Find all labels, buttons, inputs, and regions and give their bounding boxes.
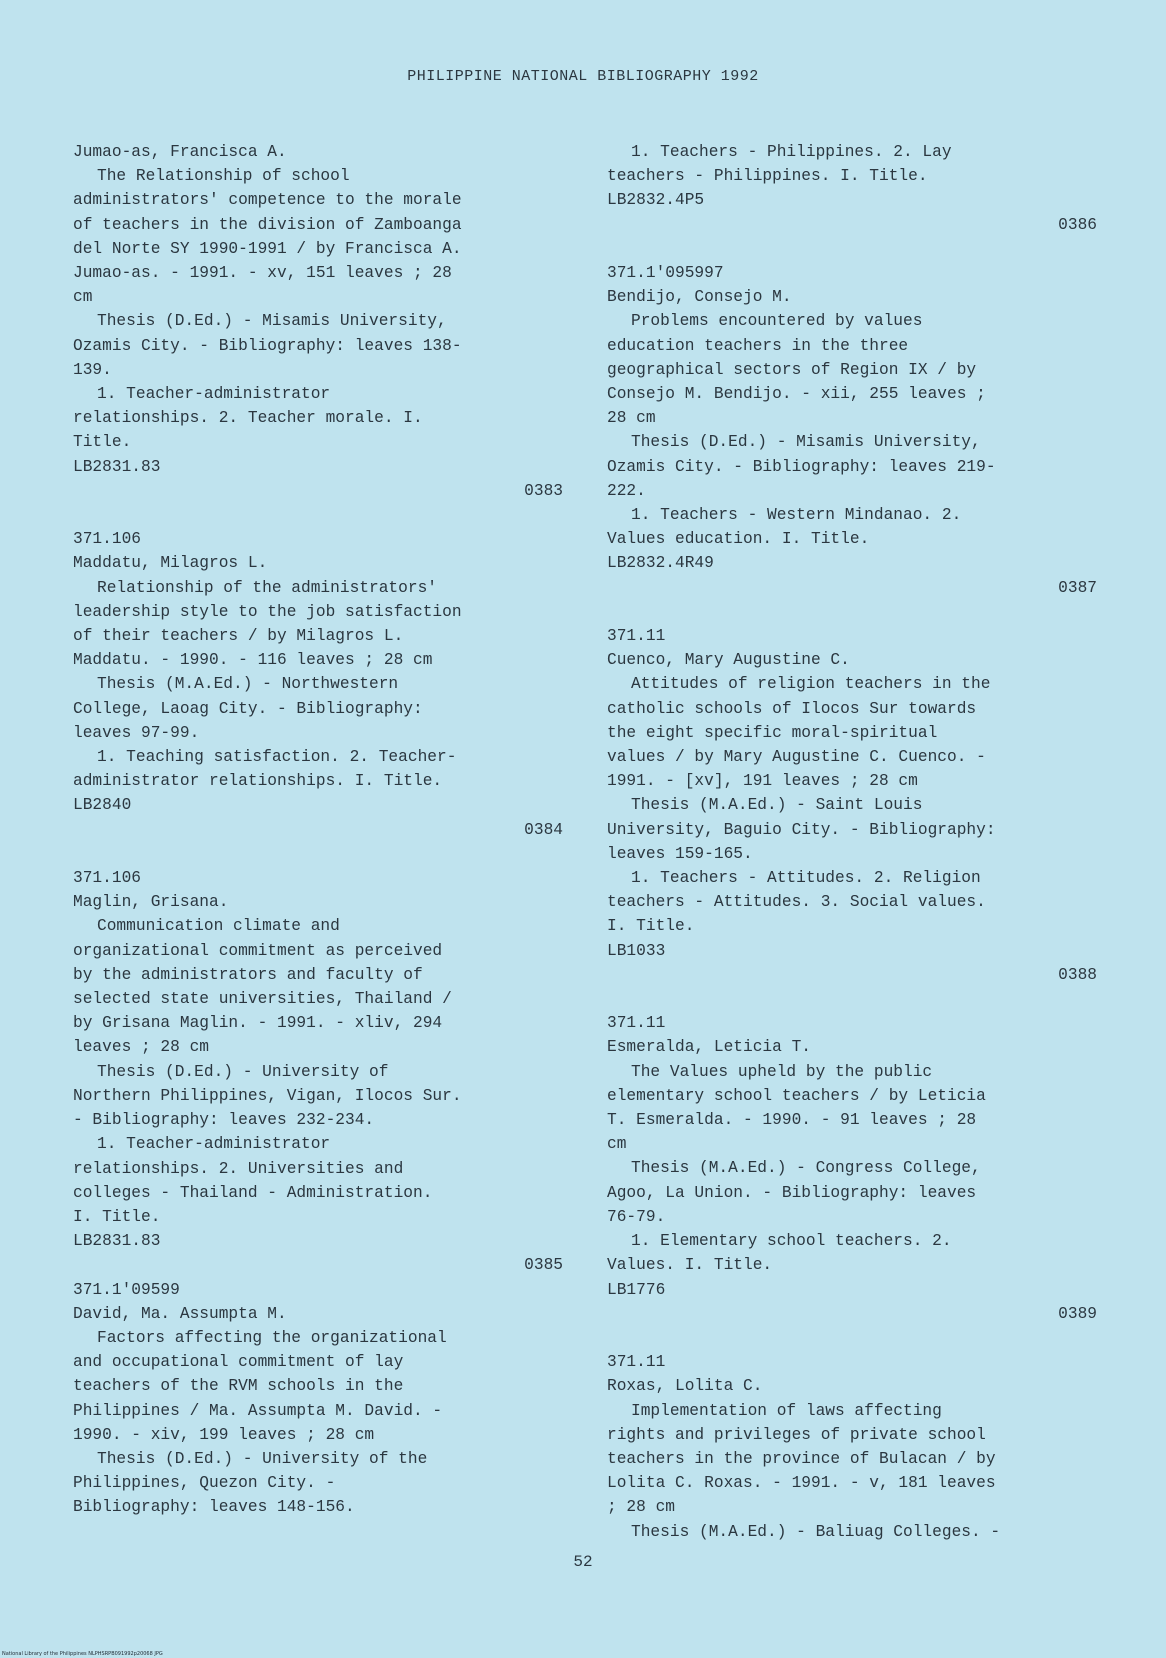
left-column (73, 140, 563, 1520)
entry-thesis-line: Thesis (D.Ed.) - Misamis University, (97, 312, 447, 331)
entry-title-line: leaves ; 28 cm (73, 1038, 209, 1057)
entry-author: Roxas, Lolita C. (607, 1377, 763, 1396)
entry-author: David, Ma. Assumpta M. (73, 1304, 287, 1323)
entry-call-number: LB2831.83 (73, 1232, 161, 1251)
entry-0386-end (607, 140, 1097, 261)
entry-title-line: cm (73, 288, 93, 307)
entry-subject-line: Title. (73, 433, 132, 452)
entry-number: 0383 (524, 481, 563, 500)
entry-subject-line: 1. Teachers - Western Mindanao. 2. (631, 506, 962, 525)
entry-thesis-line: leaves 159-165. (607, 844, 753, 863)
entry-0385 (73, 866, 563, 1277)
entry-title-line: Attitudes of religion teachers in the (631, 675, 991, 694)
entry-thesis-line: Northern Philippines, Vigan, Ilocos Sur. (73, 1086, 462, 1105)
entry-subject-line: I. Title. (73, 1207, 161, 1226)
entry-call-number: LB1033 (607, 941, 666, 960)
entry-0388 (607, 624, 1097, 1011)
entry-thesis-line: Thesis (D.Ed.) - Misamis University, (631, 433, 981, 452)
entry-title-line: Jumao-as. - 1991. - xv, 151 leaves ; 28 (73, 264, 452, 283)
entry-thesis-line: College, Laoag City. - Bibliography: (73, 699, 423, 718)
entry-author: Jumao-as, Francisca A. (73, 143, 287, 161)
entry-subject-line: 1. Teaching satisfaction. 2. Teacher- (97, 748, 457, 767)
entry-thesis-line: Thesis (M.A.Ed.) - Baliuag Colleges. - (631, 1522, 1001, 1541)
scan-footer-note: National Library of the Philippines NLPHSRPB091992p20068 JPG (2, 1651, 163, 1657)
entry-title-line: T. Esmeralda. - 1990. - 91 leaves ; 28 (607, 1111, 977, 1130)
entry-0387 (607, 261, 1097, 624)
entry-thesis-line: Ozamis City. - Bibliography: leaves 219- (607, 457, 996, 476)
entry-thesis-line: Thesis (M.A.Ed.) - Congress College, (631, 1159, 981, 1178)
entry-title-line: 28 cm (607, 409, 656, 428)
entry-title-line: teachers in the province of Bulacan / by (607, 1449, 996, 1468)
entry-title-line: The Relationship of school (97, 167, 350, 186)
entry-subject-line: Values education. I. Title. (607, 530, 870, 549)
entry-class-number: 371.106 (73, 869, 141, 888)
entry-title-line: selected state universities, Thailand / (73, 990, 452, 1009)
entry-call-number: LB2832.4P5 (607, 191, 705, 210)
page-header: PHILIPPINE NATIONAL BIBLIOGRAPHY 1992 (407, 68, 759, 85)
entry-title-line: Lolita C. Roxas. - 1991. - v, 181 leaves (607, 1474, 996, 1493)
entry-subject-line: administrator relationships. I. Title. (73, 772, 443, 791)
entry-title-line: Implementation of laws affecting (631, 1401, 942, 1420)
entry-author: Esmeralda, Leticia T. (607, 1038, 811, 1057)
entry-thesis-line: Bibliography: leaves 148-156. (73, 1498, 355, 1517)
entry-title-line: of teachers in the division of Zamboanga (73, 215, 462, 234)
entry-title-line: by Grisana Maglin. - 1991. - xliv, 294 (73, 1014, 443, 1033)
entry-title-line: Consejo M. Bendijo. - xii, 255 leaves ; (607, 385, 986, 404)
entry-title-line: catholic schools of Ilocos Sur towards (607, 699, 977, 718)
entry-title-line: del Norte SY 1990-1991 / by Francisca A. (73, 239, 462, 258)
entry-thesis-line: Philippines, Quezon City. - (73, 1474, 336, 1493)
entry-thesis-line: 222. (607, 481, 646, 500)
entry-title-line: the eight specific moral-spiritual (607, 723, 938, 742)
entry-title-line: cm (607, 1135, 627, 1154)
entry-title-line: geographical sectors of Region IX / by (607, 360, 977, 379)
entry-thesis-line: Thesis (D.Ed.) - University of (97, 1062, 389, 1081)
entry-title-line: leadership style to the job satisfaction (73, 602, 462, 621)
entry-subject-line: Values. I. Title. (607, 1256, 773, 1275)
entry-thesis-line: - Bibliography: leaves 232-234. (73, 1111, 375, 1130)
entry-call-number: LB1776 (607, 1280, 666, 1299)
entry-title-line: elementary school teachers / by Leticia (607, 1086, 986, 1105)
entry-title-line: 1990. - xiv, 199 leaves ; 28 cm (73, 1425, 375, 1444)
entry-title-line: administrators' competence to the morale (73, 191, 462, 210)
entry-class-number: 371.106 (73, 530, 141, 549)
entry-title-line: by the administrators and faculty of (73, 965, 423, 984)
entry-number: 0389 (1058, 1304, 1097, 1323)
entry-title-line: Factors affecting the organizational (97, 1328, 447, 1347)
entry-title-line: Communication climate and (97, 917, 340, 936)
entry-title-line: education teachers in the three (607, 336, 909, 355)
entry-0386-start (73, 1278, 563, 1520)
entry-author: Maglin, Grisana. (73, 893, 229, 912)
entry-class-number: 371.11 (607, 1014, 666, 1033)
entry-number: 0386 (1058, 215, 1097, 234)
entry-thesis-line: 139. (73, 360, 112, 379)
entry-subject-line: colleges - Thailand - Administration. (73, 1183, 433, 1202)
entry-thesis-line: Agoo, La Union. - Bibliography: leaves (607, 1183, 977, 1202)
entry-title-line: rights and privileges of private school (607, 1425, 986, 1444)
entry-subject-line: teachers - Attitudes. 3. Social values. (607, 893, 986, 912)
entry-subject-line: 1. Teacher-administrator (97, 385, 331, 404)
entry-subject-line: relationships. 2. Teacher morale. I. (73, 409, 423, 428)
entry-title-line: ; 28 cm (607, 1498, 675, 1517)
entry-thesis-line: University, Baguio City. - Bibliography: (607, 820, 996, 839)
entry-title-line: 1991. - [xv], 191 leaves ; 28 cm (607, 772, 918, 791)
entry-number: 0385 (524, 1256, 563, 1275)
entry-title-line: teachers of the RVM schools in the (73, 1377, 404, 1396)
entry-call-number: LB2831.83 (73, 457, 161, 476)
page-number: 52 (573, 1553, 593, 1571)
entry-thesis-line: Thesis (D.Ed.) - University of the (97, 1449, 428, 1468)
entry-class-number: 371.1'095997 (607, 264, 724, 282)
entry-0390-start (607, 1350, 1097, 1544)
entry-thesis-line: Thesis (M.A.Ed.) - Saint Louis (631, 796, 923, 815)
entry-number: 0388 (1058, 965, 1097, 984)
entry-title-line: The Values upheld by the public (631, 1062, 933, 1081)
entry-title-line: Maddatu. - 1990. - 116 leaves ; 28 cm (73, 651, 433, 670)
entry-title-line: organizational commitment as perceived (73, 941, 443, 960)
entry-title-line: of their teachers / by Milagros L. (73, 627, 404, 646)
entry-thesis-line: leaves 97-99. (73, 723, 200, 742)
entry-number: 0387 (1058, 578, 1097, 597)
entry-title-line: values / by Mary Augustine C. Cuenco. - (607, 748, 986, 767)
entry-subject-line: 1. Teacher-administrator (97, 1135, 331, 1154)
entry-class-number: 371.1'09599 (73, 1280, 180, 1299)
entry-title-line: and occupational commitment of lay (73, 1353, 404, 1372)
entry-0384 (73, 527, 563, 866)
entry-subject-line: 1. Elementary school teachers. 2. (631, 1232, 952, 1251)
entry-call-number: LB2832.4R49 (607, 554, 714, 573)
entry-title-line: Problems encountered by values (631, 312, 923, 331)
entry-thesis-line: 76-79. (607, 1207, 666, 1226)
entry-subject-line: I. Title. (607, 917, 695, 936)
entry-author: Maddatu, Milagros L. (73, 554, 268, 573)
entry-thesis-line: Ozamis City. - Bibliography: leaves 138- (73, 336, 462, 355)
entry-class-number: 371.11 (607, 1353, 666, 1372)
entry-subject-line: 1. Teachers - Philippines. 2. Lay (631, 143, 952, 161)
entry-subject-line: relationships. 2. Universities and (73, 1159, 404, 1178)
entry-thesis-line: Thesis (M.A.Ed.) - Northwestern (97, 675, 399, 694)
entry-call-number: LB2840 (73, 796, 132, 815)
right-column (607, 140, 1097, 1544)
entry-0389 (607, 1011, 1097, 1350)
entry-subject-line: 1. Teachers - Attitudes. 2. Religion (631, 869, 981, 888)
entry-title-line: Philippines / Ma. Assumpta M. David. - (73, 1401, 443, 1420)
entry-0383 (73, 140, 563, 527)
entry-author: Bendijo, Consejo M. (607, 288, 792, 307)
entry-class-number: 371.11 (607, 627, 666, 646)
entry-number: 0384 (524, 820, 563, 839)
entry-title-line: Relationship of the administrators' (97, 578, 437, 597)
entry-author: Cuenco, Mary Augustine C. (607, 651, 850, 670)
entry-subject-line: teachers - Philippines. I. Title. (607, 167, 928, 186)
